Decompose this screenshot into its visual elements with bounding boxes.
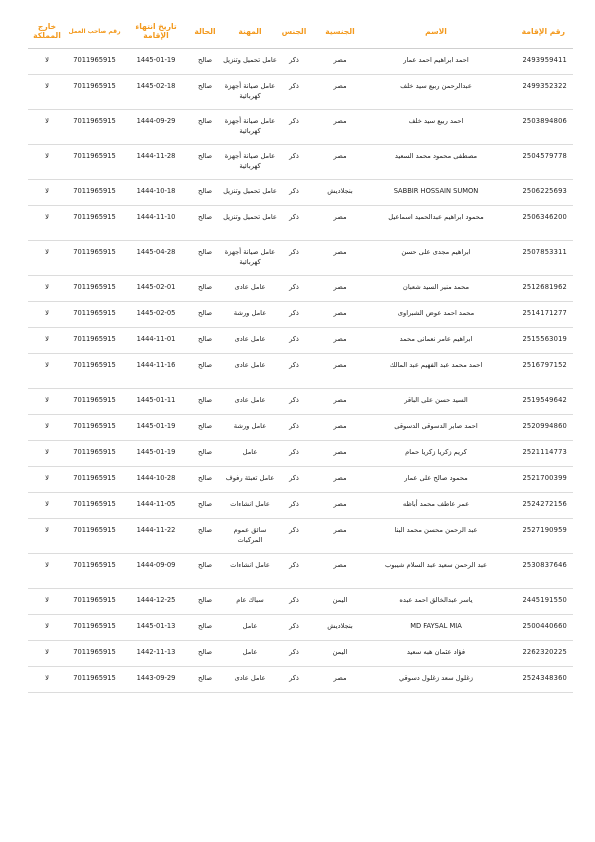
table-row — [28, 467, 573, 493]
cell-iqama: 2524272156 — [501, 493, 573, 519]
cell-name: احمد ربيع سيد خلف — [371, 110, 501, 145]
cell-owner-phone: 7011965915 — [66, 554, 123, 589]
cell-outside: لا — [28, 441, 66, 467]
cell-expiry: 1445-01-19 — [123, 415, 189, 441]
cell-outside: لا — [28, 180, 66, 206]
cell-profession: عامل تحميل وتنزيل — [221, 206, 279, 241]
cell-outside: لا — [28, 49, 66, 75]
table-row — [28, 415, 573, 441]
cell-profession: عامل ورشة — [221, 302, 279, 328]
cell-nationality: مصر — [309, 276, 371, 302]
cell-iqama: 2519549642 — [501, 389, 573, 415]
cell-gender: ذكر — [279, 302, 309, 328]
cell-gender: ذكر — [279, 467, 309, 493]
table-body — [28, 49, 573, 693]
cell-outside: لا — [28, 276, 66, 302]
header-gender: الجنس — [279, 14, 309, 49]
cell-iqama: 2506225693 — [501, 180, 573, 206]
cell-nationality: مصر — [309, 667, 371, 693]
cell-nationality: بنجلاديش — [309, 180, 371, 206]
cell-gender: ذكر — [279, 328, 309, 354]
cell-name: محمد احمد عوض الشبراوى — [371, 302, 501, 328]
cell-name: ابراهيم عامر نعمانى محمد — [371, 328, 501, 354]
cell-expiry: 1445-02-01 — [123, 276, 189, 302]
cell-nationality: مصر — [309, 519, 371, 554]
table-row — [28, 328, 573, 354]
cell-name: SABBIR HOSSAIN SUMON — [371, 180, 501, 206]
cell-owner-phone: 7011965915 — [66, 328, 123, 354]
cell-status: صالح — [189, 241, 221, 276]
cell-owner-phone: 7011965915 — [66, 180, 123, 206]
cell-name: ابراهيم مجدى على حسن — [371, 241, 501, 276]
cell-expiry: 1445-01-11 — [123, 389, 189, 415]
cell-profession: عامل ورشة — [221, 415, 279, 441]
cell-profession: عامل صيانة أجهزة كهربائية — [221, 75, 279, 110]
cell-owner-phone: 7011965915 — [66, 110, 123, 145]
cell-gender: ذكر — [279, 415, 309, 441]
cell-nationality: مصر — [309, 554, 371, 589]
cell-name: MD FAYSAL MIA — [371, 615, 501, 641]
cell-expiry: 1445-01-19 — [123, 441, 189, 467]
cell-owner-phone: 7011965915 — [66, 389, 123, 415]
cell-status: صالح — [189, 441, 221, 467]
cell-profession: عامل عادى — [221, 389, 279, 415]
cell-status: صالح — [189, 389, 221, 415]
table-row — [28, 354, 573, 389]
cell-status: صالح — [189, 354, 221, 389]
cell-name: عبد الرحمن سعيد عبد السلام شيبوب — [371, 554, 501, 589]
cell-iqama: 2524348360 — [501, 667, 573, 693]
cell-owner-phone: 7011965915 — [66, 441, 123, 467]
cell-gender: ذكر — [279, 441, 309, 467]
cell-iqama: 2500440660 — [501, 615, 573, 641]
cell-profession: عامل انشاءات — [221, 493, 279, 519]
cell-name: مصطفى محمود محمد السعيد — [371, 145, 501, 180]
cell-profession: عامل صيانة أجهزة كهربائية — [221, 145, 279, 180]
cell-status: صالح — [189, 615, 221, 641]
table-row — [28, 276, 573, 302]
header-iqama: رقم الإقامة — [501, 14, 573, 49]
cell-iqama: 2506346200 — [501, 206, 573, 241]
cell-outside: لا — [28, 389, 66, 415]
document-page — [28, 14, 573, 693]
cell-owner-phone: 7011965915 — [66, 589, 123, 615]
cell-owner-phone: 7011965915 — [66, 615, 123, 641]
cell-nationality: مصر — [309, 328, 371, 354]
cell-gender: ذكر — [279, 206, 309, 241]
header-expiry: تاريخ انتهاء الإقامة — [123, 14, 189, 49]
cell-expiry: 1445-02-05 — [123, 302, 189, 328]
cell-name: عبد الرحمن محسن محمد البنا — [371, 519, 501, 554]
table-row — [28, 519, 573, 554]
cell-profession: عامل عادى — [221, 354, 279, 389]
cell-name: محمود صالح على عمار — [371, 467, 501, 493]
cell-iqama: 2504579778 — [501, 145, 573, 180]
cell-status: صالح — [189, 493, 221, 519]
cell-expiry: 1443-09-29 — [123, 667, 189, 693]
cell-outside: لا — [28, 241, 66, 276]
cell-name: عمر عاطف محمد أباظه — [371, 493, 501, 519]
cell-expiry: 1444-10-18 — [123, 180, 189, 206]
cell-outside: لا — [28, 206, 66, 241]
cell-expiry: 1445-01-13 — [123, 615, 189, 641]
cell-profession: عامل صيانة أجهزة كهربائية — [221, 110, 279, 145]
cell-profession: عامل عادى — [221, 667, 279, 693]
cell-outside: لا — [28, 354, 66, 389]
table-row — [28, 441, 573, 467]
cell-outside: لا — [28, 641, 66, 667]
table-row — [28, 554, 573, 589]
cell-gender: ذكر — [279, 641, 309, 667]
table-row — [28, 180, 573, 206]
cell-status: صالح — [189, 110, 221, 145]
cell-gender: ذكر — [279, 493, 309, 519]
cell-expiry: 1444-11-10 — [123, 206, 189, 241]
cell-status: صالح — [189, 206, 221, 241]
cell-gender: ذكر — [279, 49, 309, 75]
cell-profession: عامل تحميل وتنزيل — [221, 49, 279, 75]
cell-iqama: 2493959411 — [501, 49, 573, 75]
cell-expiry: 1444-11-05 — [123, 493, 189, 519]
cell-iqama: 2262320225 — [501, 641, 573, 667]
cell-owner-phone: 7011965915 — [66, 145, 123, 180]
cell-owner-phone: 7011965915 — [66, 276, 123, 302]
cell-nationality: اليمن — [309, 589, 371, 615]
cell-iqama: 2507853311 — [501, 241, 573, 276]
cell-outside: لا — [28, 302, 66, 328]
cell-owner-phone: 7011965915 — [66, 302, 123, 328]
cell-name: محمد منير السيد شعبان — [371, 276, 501, 302]
cell-nationality: مصر — [309, 389, 371, 415]
table-row — [28, 641, 573, 667]
cell-status: صالح — [189, 49, 221, 75]
cell-iqama: 2530837646 — [501, 554, 573, 589]
cell-gender: ذكر — [279, 554, 309, 589]
cell-expiry: 1444-11-28 — [123, 145, 189, 180]
cell-owner-phone: 7011965915 — [66, 354, 123, 389]
cell-owner-phone: 7011965915 — [66, 206, 123, 241]
cell-owner-phone: 7011965915 — [66, 75, 123, 110]
cell-gender: ذكر — [279, 615, 309, 641]
cell-expiry: 1444-09-09 — [123, 554, 189, 589]
cell-profession: عامل انشاءات — [221, 554, 279, 589]
cell-outside: لا — [28, 415, 66, 441]
cell-owner-phone: 7011965915 — [66, 493, 123, 519]
cell-nationality: مصر — [309, 354, 371, 389]
cell-gender: ذكر — [279, 75, 309, 110]
cell-name: احمد محمد عبد الفهيم عبد المالك — [371, 354, 501, 389]
cell-gender: ذكر — [279, 589, 309, 615]
cell-nationality: مصر — [309, 110, 371, 145]
table-row — [28, 302, 573, 328]
cell-status: صالح — [189, 415, 221, 441]
table-header-row — [28, 14, 573, 49]
cell-profession: عامل صيانة أجهزة كهربائية — [221, 241, 279, 276]
cell-nationality: مصر — [309, 302, 371, 328]
cell-status: صالح — [189, 276, 221, 302]
table-row — [28, 75, 573, 110]
cell-iqama: 2527190959 — [501, 519, 573, 554]
cell-outside: لا — [28, 554, 66, 589]
cell-name: السيد حسن على الباقر — [371, 389, 501, 415]
cell-nationality: مصر — [309, 493, 371, 519]
cell-owner-phone: 7011965915 — [66, 415, 123, 441]
cell-profession: عامل — [221, 441, 279, 467]
cell-gender: ذكر — [279, 110, 309, 145]
cell-expiry: 1445-04-28 — [123, 241, 189, 276]
cell-name: محمود ابراهيم عبدالحميد اسماعيل — [371, 206, 501, 241]
header-name: الاسم — [371, 14, 501, 49]
cell-gender: ذكر — [279, 241, 309, 276]
cell-status: صالح — [189, 145, 221, 180]
cell-outside: لا — [28, 493, 66, 519]
cell-name: فؤاد عثمان هبه سعيد — [371, 641, 501, 667]
table-row — [28, 667, 573, 693]
cell-outside: لا — [28, 519, 66, 554]
cell-nationality: بنجلاديش — [309, 615, 371, 641]
table-row — [28, 145, 573, 180]
cell-owner-phone: 7011965915 — [66, 467, 123, 493]
table-row — [28, 589, 573, 615]
residents-table — [28, 14, 573, 693]
header-nationality: الجنسية — [309, 14, 371, 49]
cell-expiry: 1445-01-19 — [123, 49, 189, 75]
cell-status: صالح — [189, 467, 221, 493]
cell-outside: لا — [28, 75, 66, 110]
cell-owner-phone: 7011965915 — [66, 49, 123, 75]
cell-nationality: اليمن — [309, 641, 371, 667]
cell-name: كريم زكريا زكريا حمام — [371, 441, 501, 467]
cell-outside: لا — [28, 589, 66, 615]
cell-status: صالح — [189, 302, 221, 328]
table-row — [28, 110, 573, 145]
cell-expiry: 1442-11-13 — [123, 641, 189, 667]
cell-expiry: 1444-11-01 — [123, 328, 189, 354]
cell-owner-phone: 7011965915 — [66, 519, 123, 554]
cell-outside: لا — [28, 467, 66, 493]
table-row — [28, 493, 573, 519]
cell-status: صالح — [189, 328, 221, 354]
cell-status: صالح — [189, 554, 221, 589]
cell-gender: ذكر — [279, 389, 309, 415]
table-row — [28, 206, 573, 241]
cell-iqama: 2520994860 — [501, 415, 573, 441]
cell-gender: ذكر — [279, 180, 309, 206]
cell-gender: ذكر — [279, 145, 309, 180]
header-outside: خارج المملكة — [28, 14, 66, 49]
cell-nationality: مصر — [309, 467, 371, 493]
cell-status: صالح — [189, 589, 221, 615]
table-row — [28, 389, 573, 415]
cell-gender: ذكر — [279, 276, 309, 302]
cell-owner-phone: 7011965915 — [66, 241, 123, 276]
cell-status: صالح — [189, 641, 221, 667]
cell-profession: عامل تحميل وتنزيل — [221, 180, 279, 206]
cell-profession: عامل عادى — [221, 328, 279, 354]
cell-iqama: 2503894806 — [501, 110, 573, 145]
cell-nationality: مصر — [309, 145, 371, 180]
cell-status: صالح — [189, 180, 221, 206]
cell-expiry: 1444-11-22 — [123, 519, 189, 554]
cell-iqama: 2514171277 — [501, 302, 573, 328]
cell-outside: لا — [28, 110, 66, 145]
cell-expiry: 1445-02-18 — [123, 75, 189, 110]
cell-nationality: مصر — [309, 206, 371, 241]
header-owner-phone: رقم صاحب العمل — [66, 14, 123, 49]
cell-iqama: 2499352322 — [501, 75, 573, 110]
cell-status: صالح — [189, 667, 221, 693]
cell-owner-phone: 7011965915 — [66, 641, 123, 667]
header-status: الحالة — [189, 14, 221, 49]
cell-expiry: 1444-12-25 — [123, 589, 189, 615]
cell-expiry: 1444-11-16 — [123, 354, 189, 389]
header-profession: المهنة — [221, 14, 279, 49]
cell-status: صالح — [189, 519, 221, 554]
cell-expiry: 1444-09-29 — [123, 110, 189, 145]
cell-outside: لا — [28, 615, 66, 641]
cell-profession: عامل — [221, 615, 279, 641]
cell-profession: سباك عام — [221, 589, 279, 615]
cell-name: ياسر عبدالخالق احمد عبده — [371, 589, 501, 615]
cell-nationality: مصر — [309, 75, 371, 110]
table-row — [28, 615, 573, 641]
cell-gender: ذكر — [279, 667, 309, 693]
cell-iqama: 2512681962 — [501, 276, 573, 302]
cell-iqama: 2445191550 — [501, 589, 573, 615]
cell-nationality: مصر — [309, 441, 371, 467]
cell-outside: لا — [28, 667, 66, 693]
cell-status: صالح — [189, 75, 221, 110]
cell-nationality: مصر — [309, 49, 371, 75]
cell-gender: ذكر — [279, 354, 309, 389]
cell-name: عبدالرحمن ربيع سيد خلف — [371, 75, 501, 110]
cell-name: زغلول سعد زغلول دسوقي — [371, 667, 501, 693]
cell-profession: عامل عادى — [221, 276, 279, 302]
cell-iqama: 2516797152 — [501, 354, 573, 389]
cell-profession: عامل تعبئة رفوف — [221, 467, 279, 493]
cell-iqama: 2515563019 — [501, 328, 573, 354]
cell-iqama: 2521114773 — [501, 441, 573, 467]
cell-iqama: 2521700399 — [501, 467, 573, 493]
cell-profession: عامل — [221, 641, 279, 667]
cell-profession: سائق عموم المركبات — [221, 519, 279, 554]
cell-nationality: مصر — [309, 241, 371, 276]
cell-nationality: مصر — [309, 415, 371, 441]
cell-name: احمد ابراهيم احمد عمار — [371, 49, 501, 75]
cell-gender: ذكر — [279, 519, 309, 554]
table-row — [28, 49, 573, 75]
cell-expiry: 1444-10-28 — [123, 467, 189, 493]
cell-outside: لا — [28, 145, 66, 180]
table-row — [28, 241, 573, 276]
cell-outside: لا — [28, 328, 66, 354]
cell-name: احمد صابر الدسوقى الدسوقى — [371, 415, 501, 441]
cell-owner-phone: 7011965915 — [66, 667, 123, 693]
